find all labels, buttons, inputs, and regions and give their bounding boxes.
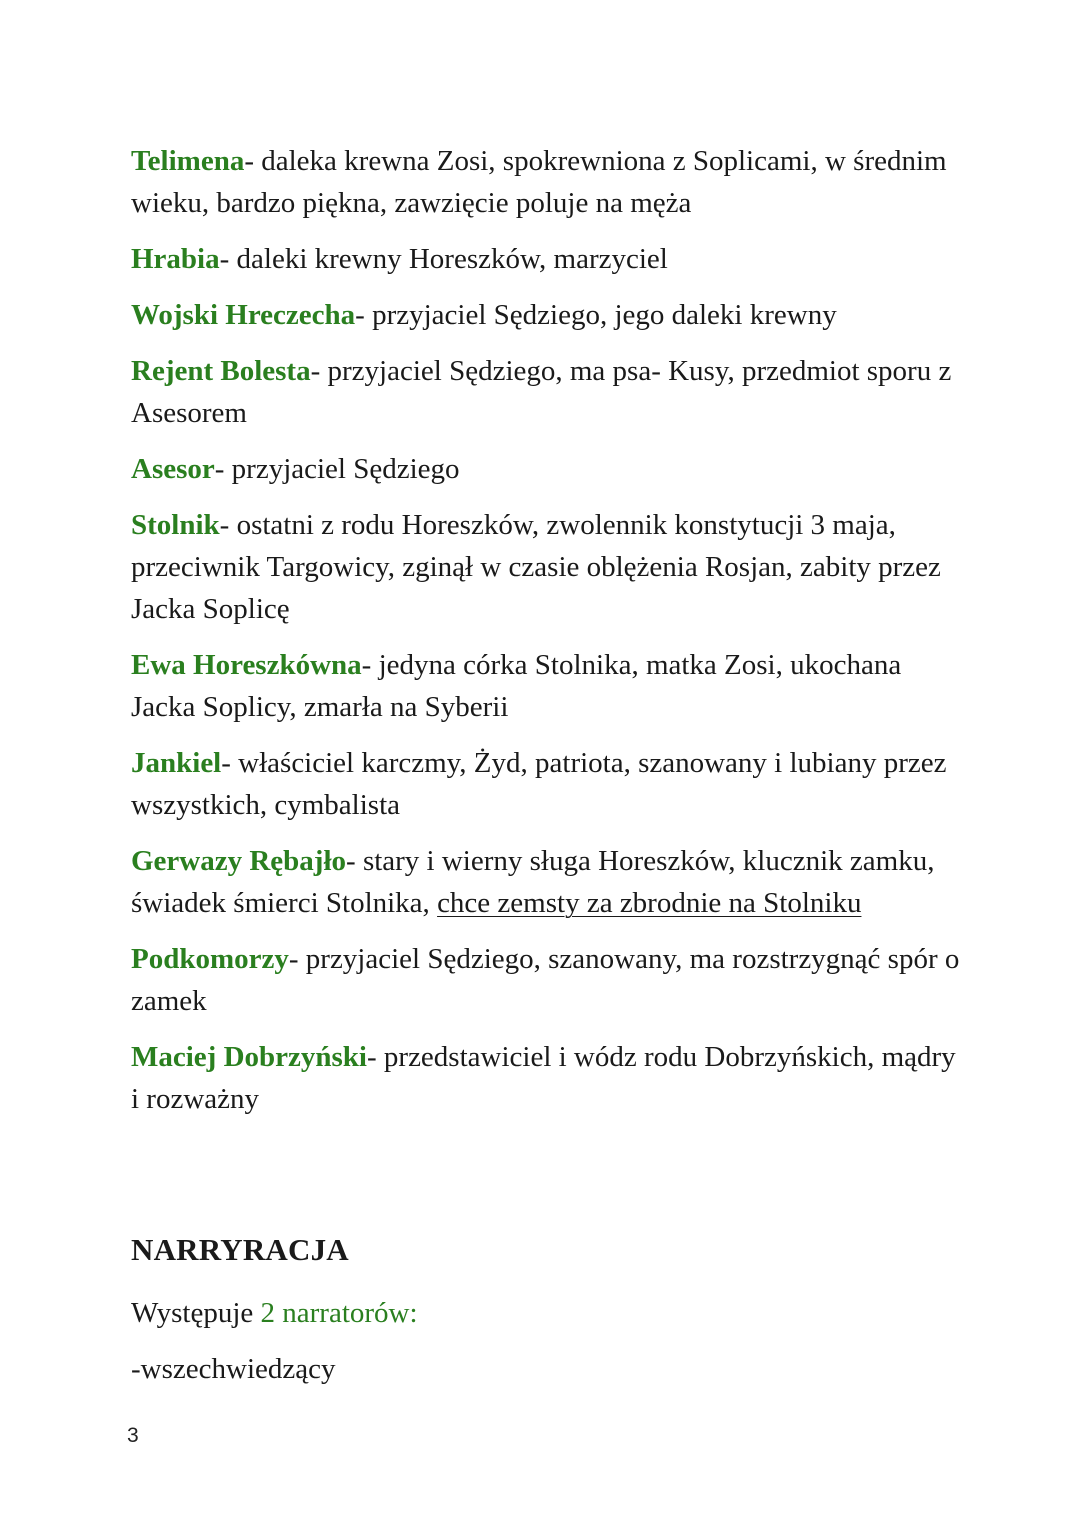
character-entry-jankiel [131,742,961,826]
character-entry-maciej [131,1036,961,1120]
character-name: Jankiel [131,747,222,779]
section-heading-narration: NARRYRACJA [131,1232,349,1267]
character-name: Telimena [131,145,245,177]
character-description: - jedyna córka Stolnika, matka Zosi, ukochana Jacka Soplicy, zmarła na Syberii [131,649,902,723]
character-entry-rejent [131,350,961,434]
character-description: - daleka krewna Zosi, spokrewniona z Soplicami, w średnim wieku, bardzo piękna, zawzięcie poluje na męża [131,145,947,219]
underlined-description: chce zemsty za zbrodnie na Stolniku [437,887,862,919]
character-name: Wojski Hreczecha [131,299,356,331]
narration-intro-highlight: 2 narratorów: [260,1297,418,1329]
character-description: - przyjaciel Sędziego, ma psa- Kusy, przedmiot sporu z Asesorem [131,355,952,429]
character-entry-telimena [131,140,961,224]
character-list [131,140,961,1134]
character-entry-wojski [131,294,961,336]
character-entry-gerwazy [131,840,961,924]
character-name: Rejent Bolesta [131,355,311,387]
character-entry-asesor [131,448,961,490]
character-description: - przyjaciel Sędziego, jego daleki krewny [355,299,837,331]
character-description: - przedstawiciel i wódz rodu Dobrzyńskich, mądry i rozważny [131,1041,956,1115]
character-entry-stolnik [131,504,961,630]
character-name: Stolnik [131,509,220,541]
narration-item: -wszechwiedzący [131,1353,336,1385]
character-name: Ewa Horeszkówna [131,649,362,681]
character-entry-ewa [131,644,961,728]
character-entry-podkomorzy [131,938,961,1022]
character-name: Gerwazy Rębajło [131,845,347,877]
narration-intro-prefix: Występuje [131,1297,261,1329]
character-description: - ostatni z rodu Horeszków, zwolennik konstytucji 3 maja, przeciwnik Targowicy, zginął w czasie oblężenia Rosjan, zabity przez Jacka Soplicę [131,509,941,625]
character-description: - daleki krewny Horeszków, marzyciel [219,243,668,275]
character-description: - właściciel karczmy, Żyd, patriota, szanowany i lubiany przez wszystkich, cymbalista [131,747,947,821]
character-name: Asesor [131,453,215,485]
page-number: 3 [127,1424,139,1447]
character-description: - stary i wierny sługa Horeszków, klucznik zamku, świadek śmierci Stolnika, [131,845,935,919]
narration-intro [131,1292,418,1334]
character-name: Maciej Dobrzyński [131,1041,367,1073]
character-entry-hrabia [131,238,961,280]
character-description: - przyjaciel Sędziego [214,453,460,485]
character-name: Podkomorzy [131,943,289,975]
character-description: - przyjaciel Sędziego, szanowany, ma rozstrzygnąć spór o zamek [131,943,960,1017]
character-name: Hrabia [131,243,220,275]
